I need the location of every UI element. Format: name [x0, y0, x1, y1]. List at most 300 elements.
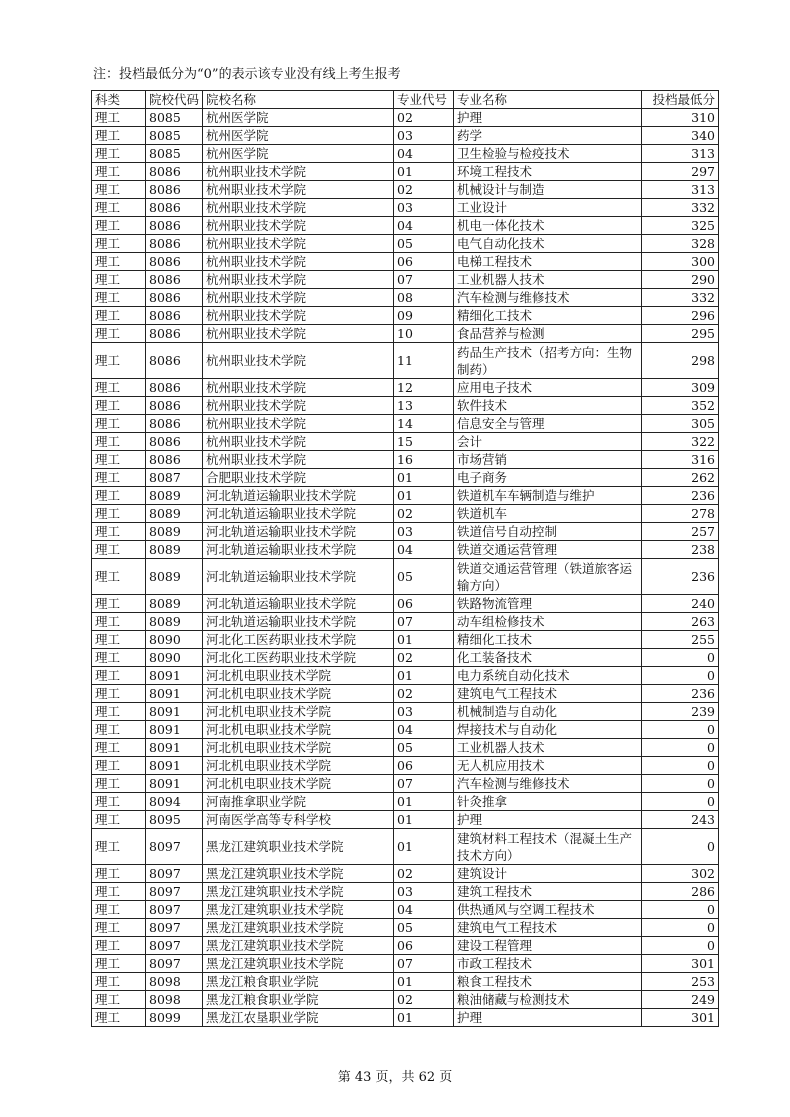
- cell-school-name: 黑龙江建筑职业技术学院: [203, 955, 394, 973]
- cell-school-name: 杭州职业技术学院: [203, 451, 394, 469]
- cell-major-name: 机械设计与制造: [454, 181, 642, 199]
- cell-major-name: 铁道信号自动控制: [454, 523, 642, 541]
- cell-min-score: 305: [642, 415, 719, 433]
- cell-school-name: 河北轨道运输职业技术学院: [203, 487, 394, 505]
- cell-major-name: 铁道机车车辆制造与维护: [454, 487, 642, 505]
- cell-category: 理工: [92, 667, 146, 685]
- cell-major-name: 铁道交通运营管理: [454, 541, 642, 559]
- cell-major-name: 建筑材料工程技术（混凝土生产技术方向）: [454, 829, 642, 865]
- cell-min-score: 236: [642, 487, 719, 505]
- header-category: 科类: [92, 91, 146, 109]
- cell-major-name: 药品生产技术（招考方向：生物制药）: [454, 343, 642, 379]
- table-row: [92, 397, 719, 415]
- cell-school-code: 8085: [146, 145, 203, 163]
- cell-min-score: 340: [642, 127, 719, 145]
- cell-school-name: 杭州职业技术学院: [203, 397, 394, 415]
- cell-min-score: 240: [642, 595, 719, 613]
- cell-school-code: 8099: [146, 1009, 203, 1027]
- cell-category: 理工: [92, 451, 146, 469]
- cell-major-name: 粮油储藏与检测技术: [454, 991, 642, 1009]
- cell-min-score: 236: [642, 559, 719, 595]
- cell-min-score: 236: [642, 685, 719, 703]
- cell-category: 理工: [92, 433, 146, 451]
- cell-school-code: 8089: [146, 505, 203, 523]
- table-row: [92, 325, 719, 343]
- cell-min-score: 253: [642, 973, 719, 991]
- cell-school-name: 杭州职业技术学院: [203, 235, 394, 253]
- cell-min-score: 295: [642, 325, 719, 343]
- cell-min-score: 255: [642, 631, 719, 649]
- cell-major-name: 护理: [454, 811, 642, 829]
- table-row: [92, 649, 719, 667]
- cell-major-name: 工业机器人技术: [454, 739, 642, 757]
- cell-school-code: 8089: [146, 559, 203, 595]
- cell-min-score: 0: [642, 757, 719, 775]
- page-footer: 第 43 页，共 62 页: [337, 1070, 453, 1085]
- table-row: [92, 1009, 719, 1027]
- table-row: [92, 271, 719, 289]
- cell-major-code: 02: [394, 685, 454, 703]
- cell-major-name: 市场营销: [454, 451, 642, 469]
- table-row: [92, 109, 719, 127]
- cell-min-score: 325: [642, 217, 719, 235]
- cell-major-name: 汽车检测与维修技术: [454, 289, 642, 307]
- table-row: [92, 415, 719, 433]
- cell-major-code: 06: [394, 253, 454, 271]
- table-row: [92, 559, 719, 595]
- cell-major-code: 12: [394, 379, 454, 397]
- cell-major-name: 电气自动化技术: [454, 235, 642, 253]
- table-row: [92, 955, 719, 973]
- table-row: [92, 631, 719, 649]
- cell-major-name: 护理: [454, 109, 642, 127]
- cell-school-name: 河北机电职业技术学院: [203, 739, 394, 757]
- table-row: [92, 235, 719, 253]
- cell-category: 理工: [92, 289, 146, 307]
- cell-major-name: 应用电子技术: [454, 379, 642, 397]
- cell-major-code: 06: [394, 937, 454, 955]
- table-row: [92, 145, 719, 163]
- table-row: [92, 199, 719, 217]
- cell-category: 理工: [92, 199, 146, 217]
- cell-min-score: 0: [642, 775, 719, 793]
- cell-school-name: 杭州职业技术学院: [203, 181, 394, 199]
- cell-min-score: 0: [642, 937, 719, 955]
- table-row: [92, 487, 719, 505]
- cell-major-code: 07: [394, 955, 454, 973]
- table-row: [92, 595, 719, 613]
- table-row: [92, 703, 719, 721]
- cell-school-name: 河北轨道运输职业技术学院: [203, 595, 394, 613]
- cell-school-code: 8091: [146, 721, 203, 739]
- cell-school-name: 河北化工医药职业技术学院: [203, 631, 394, 649]
- cell-major-code: 02: [394, 181, 454, 199]
- cell-major-name: 环境工程技术: [454, 163, 642, 181]
- cell-category: 理工: [92, 793, 146, 811]
- cell-min-score: 300: [642, 253, 719, 271]
- cell-min-score: 332: [642, 289, 719, 307]
- table-row: [92, 451, 719, 469]
- cell-min-score: 0: [642, 829, 719, 865]
- cell-min-score: 0: [642, 793, 719, 811]
- cell-major-code: 13: [394, 397, 454, 415]
- cell-category: 理工: [92, 703, 146, 721]
- cell-school-code: 8097: [146, 901, 203, 919]
- table-row: [92, 775, 719, 793]
- cell-major-code: 05: [394, 919, 454, 937]
- cell-school-code: 8097: [146, 919, 203, 937]
- cell-major-name: 建筑设计: [454, 865, 642, 883]
- cell-major-name: 软件技术: [454, 397, 642, 415]
- cell-category: 理工: [92, 937, 146, 955]
- cell-school-name: 河北机电职业技术学院: [203, 757, 394, 775]
- cell-major-code: 01: [394, 667, 454, 685]
- table-row: [92, 523, 719, 541]
- cell-min-score: 238: [642, 541, 719, 559]
- cell-major-name: 焊接技术与自动化: [454, 721, 642, 739]
- table-row: [92, 919, 719, 937]
- cell-school-name: 河北轨道运输职业技术学院: [203, 523, 394, 541]
- cell-school-code: 8086: [146, 271, 203, 289]
- cell-school-name: 黑龙江建筑职业技术学院: [203, 865, 394, 883]
- cell-school-code: 8087: [146, 469, 203, 487]
- cell-school-name: 杭州职业技术学院: [203, 343, 394, 379]
- cell-school-name: 杭州职业技术学院: [203, 163, 394, 181]
- cell-school-code: 8090: [146, 649, 203, 667]
- cell-major-name: 建设工程管理: [454, 937, 642, 955]
- cell-major-name: 会计: [454, 433, 642, 451]
- cell-school-name: 河北轨道运输职业技术学院: [203, 541, 394, 559]
- table-row: [92, 883, 719, 901]
- cell-school-name: 杭州医学院: [203, 127, 394, 145]
- cell-major-code: 07: [394, 775, 454, 793]
- cell-category: 理工: [92, 685, 146, 703]
- cell-major-code: 01: [394, 487, 454, 505]
- cell-school-name: 黑龙江建筑职业技术学院: [203, 919, 394, 937]
- cell-major-code: 01: [394, 631, 454, 649]
- cell-major-code: 03: [394, 199, 454, 217]
- cell-major-code: 01: [394, 1009, 454, 1027]
- cell-major-code: 01: [394, 793, 454, 811]
- table-row: [92, 721, 719, 739]
- note-text: 注：投档最低分为“0”的表示该专业没有线上考生报考: [93, 67, 401, 82]
- cell-major-name: 护理: [454, 1009, 642, 1027]
- cell-school-code: 8089: [146, 541, 203, 559]
- cell-min-score: 302: [642, 865, 719, 883]
- cell-min-score: 262: [642, 469, 719, 487]
- cell-major-name: 汽车检测与维修技术: [454, 775, 642, 793]
- cell-school-code: 8086: [146, 235, 203, 253]
- cell-school-code: 8097: [146, 829, 203, 865]
- cell-major-code: 10: [394, 325, 454, 343]
- cell-school-code: 8091: [146, 667, 203, 685]
- cell-school-code: 8086: [146, 325, 203, 343]
- cell-school-name: 杭州职业技术学院: [203, 289, 394, 307]
- cell-school-code: 8091: [146, 775, 203, 793]
- table-row: [92, 793, 719, 811]
- cell-major-code: 16: [394, 451, 454, 469]
- cell-school-code: 8091: [146, 703, 203, 721]
- cell-school-name: 合肥职业技术学院: [203, 469, 394, 487]
- cell-major-code: 03: [394, 883, 454, 901]
- cell-category: 理工: [92, 649, 146, 667]
- cell-category: 理工: [92, 397, 146, 415]
- table-row: [92, 253, 719, 271]
- cell-min-score: 322: [642, 433, 719, 451]
- cell-school-code: 8085: [146, 109, 203, 127]
- cell-major-name: 工业机器人技术: [454, 271, 642, 289]
- cell-min-score: 328: [642, 235, 719, 253]
- cell-school-code: 8091: [146, 685, 203, 703]
- cell-major-name: 化工装备技术: [454, 649, 642, 667]
- cell-school-name: 黑龙江建筑职业技术学院: [203, 883, 394, 901]
- cell-major-name: 工业设计: [454, 199, 642, 217]
- cell-major-name: 无人机应用技术: [454, 757, 642, 775]
- cell-school-name: 杭州职业技术学院: [203, 199, 394, 217]
- cell-min-score: 290: [642, 271, 719, 289]
- cell-category: 理工: [92, 1009, 146, 1027]
- cell-category: 理工: [92, 811, 146, 829]
- cell-school-code: 8095: [146, 811, 203, 829]
- cell-major-code: 01: [394, 973, 454, 991]
- table-row: [92, 667, 719, 685]
- cell-min-score: 310: [642, 109, 719, 127]
- cell-category: 理工: [92, 217, 146, 235]
- table-row: [92, 181, 719, 199]
- table-row: [92, 757, 719, 775]
- cell-school-name: 河北机电职业技术学院: [203, 721, 394, 739]
- table-row: [92, 307, 719, 325]
- cell-school-code: 8091: [146, 739, 203, 757]
- table-row: [92, 811, 719, 829]
- cell-major-name: 粮食工程技术: [454, 973, 642, 991]
- table-row: [92, 613, 719, 631]
- table-row: [92, 127, 719, 145]
- cell-major-code: 15: [394, 433, 454, 451]
- cell-major-code: 02: [394, 991, 454, 1009]
- cell-category: 理工: [92, 379, 146, 397]
- cell-school-code: 8098: [146, 973, 203, 991]
- table-row: [92, 469, 719, 487]
- cell-category: 理工: [92, 955, 146, 973]
- cell-major-code: 01: [394, 829, 454, 865]
- cell-school-code: 8085: [146, 127, 203, 145]
- table-body: [92, 109, 719, 1027]
- cell-school-code: 8086: [146, 289, 203, 307]
- cell-school-name: 黑龙江农垦职业学院: [203, 1009, 394, 1027]
- cell-category: 理工: [92, 145, 146, 163]
- cell-min-score: 313: [642, 145, 719, 163]
- table-row: [92, 379, 719, 397]
- cell-category: 理工: [92, 559, 146, 595]
- table-row: [92, 505, 719, 523]
- cell-min-score: 286: [642, 883, 719, 901]
- cell-category: 理工: [92, 721, 146, 739]
- cell-major-code: 06: [394, 757, 454, 775]
- cell-min-score: 0: [642, 739, 719, 757]
- cell-category: 理工: [92, 613, 146, 631]
- cell-category: 理工: [92, 595, 146, 613]
- cell-category: 理工: [92, 109, 146, 127]
- cell-school-code: 8097: [146, 955, 203, 973]
- cell-major-code: 07: [394, 613, 454, 631]
- admission-table: [91, 90, 719, 1027]
- cell-category: 理工: [92, 343, 146, 379]
- cell-major-name: 电梯工程技术: [454, 253, 642, 271]
- cell-school-name: 河北机电职业技术学院: [203, 685, 394, 703]
- cell-major-code: 02: [394, 109, 454, 127]
- table-header-row: [92, 91, 719, 109]
- cell-school-code: 8086: [146, 343, 203, 379]
- cell-school-name: 杭州职业技术学院: [203, 379, 394, 397]
- cell-major-code: 14: [394, 415, 454, 433]
- cell-major-code: 03: [394, 127, 454, 145]
- cell-min-score: 313: [642, 181, 719, 199]
- cell-category: 理工: [92, 235, 146, 253]
- table-row: [92, 973, 719, 991]
- cell-school-code: 8086: [146, 307, 203, 325]
- cell-major-code: 06: [394, 595, 454, 613]
- cell-school-code: 8086: [146, 379, 203, 397]
- cell-school-name: 杭州职业技术学院: [203, 325, 394, 343]
- cell-major-name: 铁路物流管理: [454, 595, 642, 613]
- cell-major-name: 铁道交通运营管理（铁道旅客运输方向）: [454, 559, 642, 595]
- cell-major-name: 供热通风与空调工程技术: [454, 901, 642, 919]
- cell-category: 理工: [92, 757, 146, 775]
- cell-major-name: 精细化工技术: [454, 307, 642, 325]
- table-row: [92, 937, 719, 955]
- cell-school-name: 河北化工医药职业技术学院: [203, 649, 394, 667]
- cell-major-name: 动车组检修技术: [454, 613, 642, 631]
- header-school-code: 院校代码: [146, 91, 203, 109]
- cell-major-code: 01: [394, 469, 454, 487]
- cell-major-code: 02: [394, 649, 454, 667]
- cell-category: 理工: [92, 973, 146, 991]
- cell-major-code: 04: [394, 541, 454, 559]
- cell-school-code: 8086: [146, 181, 203, 199]
- cell-school-code: 8090: [146, 631, 203, 649]
- cell-min-score: 309: [642, 379, 719, 397]
- cell-min-score: 0: [642, 721, 719, 739]
- table-row: [92, 829, 719, 865]
- cell-major-name: 建筑电气工程技术: [454, 685, 642, 703]
- cell-school-code: 8089: [146, 523, 203, 541]
- cell-school-name: 河北机电职业技术学院: [203, 667, 394, 685]
- cell-school-name: 杭州职业技术学院: [203, 307, 394, 325]
- table-row: [92, 865, 719, 883]
- cell-school-name: 杭州职业技术学院: [203, 217, 394, 235]
- cell-major-code: 04: [394, 901, 454, 919]
- cell-category: 理工: [92, 163, 146, 181]
- cell-school-code: 8091: [146, 757, 203, 775]
- cell-school-name: 黑龙江建筑职业技术学院: [203, 829, 394, 865]
- cell-major-code: 02: [394, 865, 454, 883]
- cell-min-score: 257: [642, 523, 719, 541]
- cell-major-code: 02: [394, 505, 454, 523]
- table-row: [92, 289, 719, 307]
- table-row: [92, 685, 719, 703]
- cell-school-code: 8089: [146, 487, 203, 505]
- cell-category: 理工: [92, 865, 146, 883]
- cell-major-name: 建筑工程技术: [454, 883, 642, 901]
- cell-min-score: 243: [642, 811, 719, 829]
- cell-min-score: 301: [642, 1009, 719, 1027]
- table-row: [92, 217, 719, 235]
- cell-category: 理工: [92, 415, 146, 433]
- cell-school-code: 8089: [146, 595, 203, 613]
- cell-school-name: 河北机电职业技术学院: [203, 703, 394, 721]
- cell-min-score: 249: [642, 991, 719, 1009]
- cell-school-code: 8098: [146, 991, 203, 1009]
- cell-major-code: 09: [394, 307, 454, 325]
- cell-category: 理工: [92, 505, 146, 523]
- cell-category: 理工: [92, 631, 146, 649]
- cell-category: 理工: [92, 127, 146, 145]
- cell-school-code: 8097: [146, 865, 203, 883]
- cell-school-name: 河南医学高等专科学校: [203, 811, 394, 829]
- cell-major-code: 03: [394, 703, 454, 721]
- cell-major-name: 信息安全与管理: [454, 415, 642, 433]
- header-major-code: 专业代号: [394, 91, 454, 109]
- cell-school-name: 黑龙江粮食职业学院: [203, 973, 394, 991]
- cell-category: 理工: [92, 901, 146, 919]
- cell-category: 理工: [92, 181, 146, 199]
- cell-major-code: 04: [394, 721, 454, 739]
- cell-min-score: 0: [642, 649, 719, 667]
- cell-major-code: 04: [394, 217, 454, 235]
- cell-major-code: 01: [394, 163, 454, 181]
- header-school-name: 院校名称: [203, 91, 394, 109]
- cell-major-code: 08: [394, 289, 454, 307]
- cell-min-score: 301: [642, 955, 719, 973]
- cell-school-code: 8086: [146, 415, 203, 433]
- cell-major-name: 食品营养与检测: [454, 325, 642, 343]
- cell-major-name: 机械制造与自动化: [454, 703, 642, 721]
- cell-school-name: 河北轨道运输职业技术学院: [203, 613, 394, 631]
- cell-category: 理工: [92, 883, 146, 901]
- cell-min-score: 278: [642, 505, 719, 523]
- cell-min-score: 316: [642, 451, 719, 469]
- cell-major-name: 电力系统自动化技术: [454, 667, 642, 685]
- cell-school-code: 8086: [146, 433, 203, 451]
- cell-school-name: 黑龙江建筑职业技术学院: [203, 937, 394, 955]
- cell-school-code: 8094: [146, 793, 203, 811]
- cell-category: 理工: [92, 991, 146, 1009]
- cell-school-code: 8089: [146, 613, 203, 631]
- cell-major-code: 05: [394, 739, 454, 757]
- cell-school-name: 杭州职业技术学院: [203, 415, 394, 433]
- cell-major-code: 04: [394, 145, 454, 163]
- cell-category: 理工: [92, 829, 146, 865]
- cell-major-code: 11: [394, 343, 454, 379]
- cell-major-code: 05: [394, 559, 454, 595]
- cell-major-name: 铁道机车: [454, 505, 642, 523]
- cell-school-name: 杭州职业技术学院: [203, 271, 394, 289]
- cell-school-code: 8086: [146, 451, 203, 469]
- cell-major-name: 机电一体化技术: [454, 217, 642, 235]
- cell-category: 理工: [92, 307, 146, 325]
- cell-min-score: 239: [642, 703, 719, 721]
- cell-school-name: 杭州职业技术学院: [203, 253, 394, 271]
- cell-school-code: 8086: [146, 199, 203, 217]
- cell-min-score: 297: [642, 163, 719, 181]
- cell-major-name: 电子商务: [454, 469, 642, 487]
- cell-school-name: 杭州职业技术学院: [203, 433, 394, 451]
- cell-min-score: 332: [642, 199, 719, 217]
- cell-major-code: 03: [394, 523, 454, 541]
- cell-major-name: 针灸推拿: [454, 793, 642, 811]
- cell-category: 理工: [92, 541, 146, 559]
